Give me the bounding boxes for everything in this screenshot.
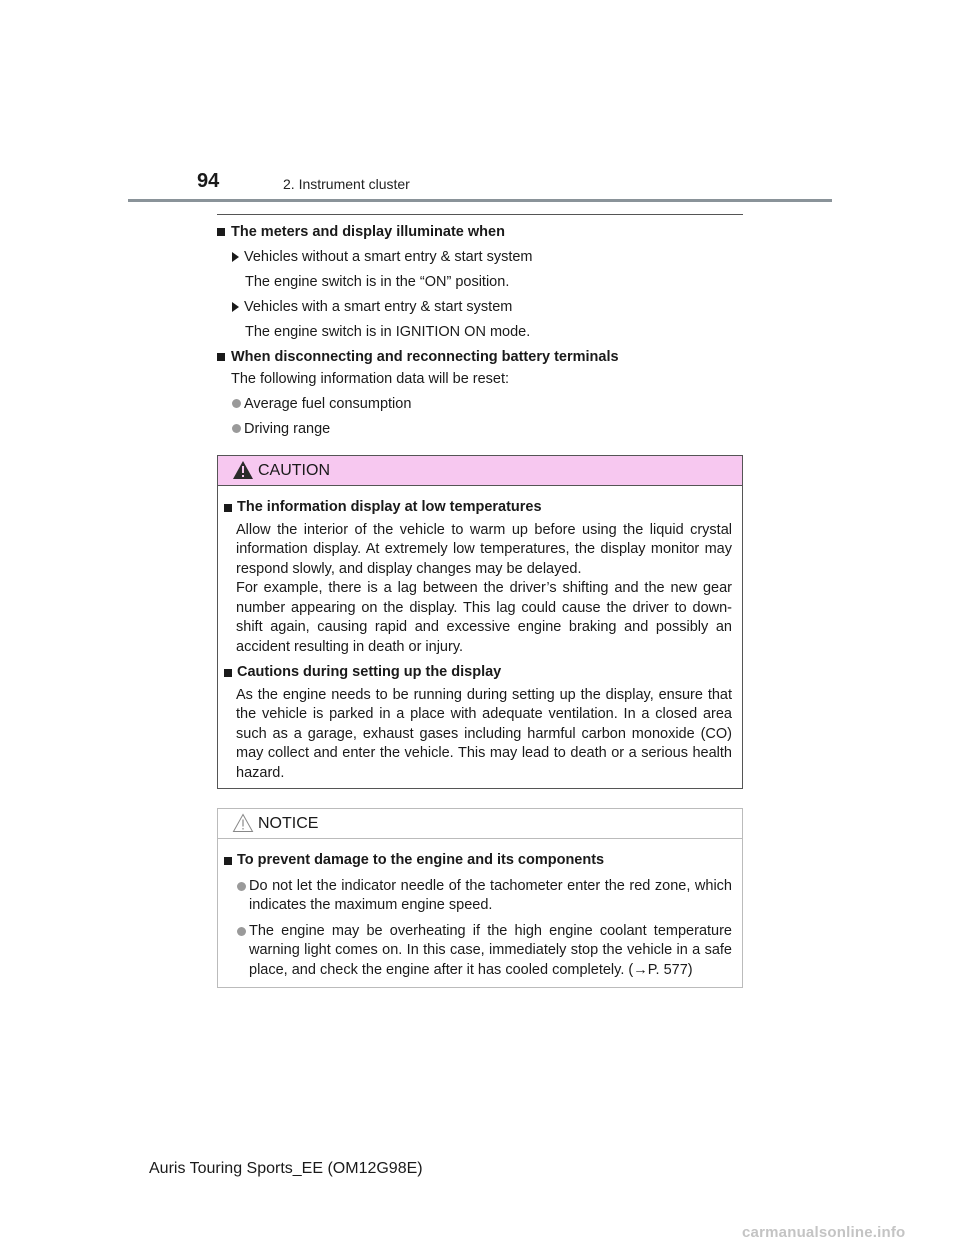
notice-box xyxy=(217,808,743,988)
caution-text: Allow the interior of the vehicle to warm up before using the liquid crystal information display. At extremely low temperatures, the display monitor may respond slowly, and display changes may be delayed. For example, there is a lag between the driver’s shifting and the new gear number appearing on the display. This lag could cause the driver to down-shift again, causing rapid and excessive engine braking and possibly an accident resulting in death or injury. xyxy=(236,521,732,655)
warning-triangle-icon xyxy=(232,460,254,480)
main-content xyxy=(217,220,743,439)
caution-heading: Cautions during setting up the display xyxy=(224,663,732,683)
page-number: 94 xyxy=(197,170,220,192)
square-bullet-icon xyxy=(217,228,225,236)
warning-triangle-outline-icon xyxy=(232,813,254,833)
arrow-right-icon xyxy=(232,252,239,262)
notice-header xyxy=(218,809,742,839)
square-bullet-icon xyxy=(224,669,232,677)
circle-bullet-icon xyxy=(232,424,241,433)
watermark: carmanualsonline.info xyxy=(742,1224,906,1241)
item-description: The engine switch is in the “ON” position. xyxy=(245,274,510,290)
section-title: 2. Instrument cluster xyxy=(283,176,410,192)
caution-title: CAUTION xyxy=(258,462,330,479)
list-item: Average fuel consumption xyxy=(217,394,743,414)
caution-text: As the engine needs to be running during setting up the display, ensure that the vehicle is parked in a place with adequate ventilation. In a closed area such as a garage, exhaust gases including harmful carbon monoxide (CO) may collect and enter the vehicle. This may lead to death or a serious health hazard. xyxy=(236,686,732,781)
circle-bullet-icon xyxy=(232,399,241,408)
section-intro: The following information data will be reset: xyxy=(231,371,510,387)
arrow-right-icon xyxy=(232,302,239,312)
content-top-rule xyxy=(217,214,743,215)
square-bullet-icon xyxy=(217,353,225,361)
circle-bullet-icon xyxy=(237,927,246,936)
arrow-list-item: Vehicles with a smart entry & start system xyxy=(217,297,743,317)
square-bullet-icon xyxy=(224,857,232,865)
list-item: Do not let the indicator needle of the tachometer enter the red zone, which indicates the maximum engine speed. xyxy=(224,877,732,916)
caution-box xyxy=(217,455,743,789)
list-item: Driving range xyxy=(217,419,743,439)
square-bullet-icon xyxy=(224,504,232,512)
section-heading: The meters and display illuminate when xyxy=(217,222,743,242)
section-heading: When disconnecting and reconnecting battery terminals xyxy=(217,347,743,367)
caution-heading: The information display at low temperatures xyxy=(224,498,732,518)
caution-body xyxy=(218,486,742,783)
list-item: The engine may be overheating if the high engine coolant temperature warning light comes on. In this case, immediately stop the vehicle in a safe place, and check the engine after it has cooled completely. (→P. 577) xyxy=(224,922,732,981)
footer-manual-title: Auris Touring Sports_EE (OM12G98E) xyxy=(149,1160,423,1177)
caution-header xyxy=(218,456,742,486)
item-description: The engine switch is in IGNITION ON mode. xyxy=(245,324,531,340)
notice-heading: To prevent damage to the engine and its components xyxy=(224,851,732,871)
notice-body xyxy=(218,839,742,980)
arrow-list-item: Vehicles without a smart entry & start system xyxy=(217,247,743,267)
header-rule xyxy=(128,199,832,202)
circle-bullet-icon xyxy=(237,882,246,891)
notice-title: NOTICE xyxy=(258,815,319,832)
